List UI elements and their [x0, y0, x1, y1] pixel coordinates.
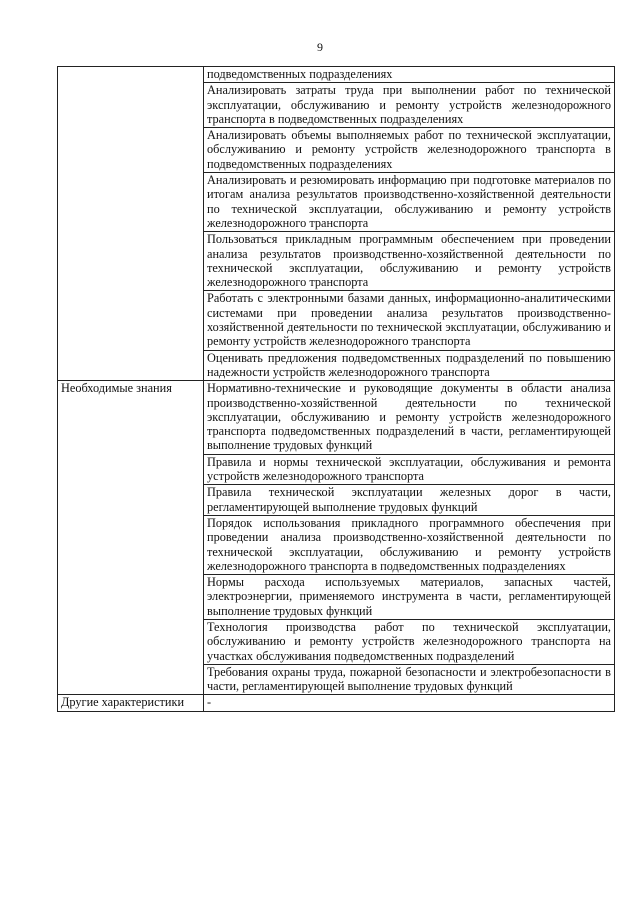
competency-table — [57, 66, 615, 712]
other-characteristics-value: - — [204, 695, 615, 711]
knowledge-item: Требования охраны труда, пожарной безопасности и электробезопасности в части, регламентирующей выполнение трудовых функций — [204, 664, 615, 695]
page-number: 9 — [317, 40, 323, 54]
table-row — [58, 67, 615, 83]
knowledge-item: Технология производства работ по технической эксплуатации, обслуживанию и ремонту устройств железнодорожного транспорта на участках обслуживания подведомственных подразделений — [204, 619, 615, 664]
skill-item: Работать с электронными базами данных, информационно-аналитическими системами при проведении анализа результатов производственно-хозяйственной деятельности по технической эксплуатации, обслуживанию и ремонту устройств железнодорожного транспорта — [204, 291, 615, 350]
knowledge-item: Правила технической эксплуатации железных дорог в части, регламентирующей выполнение трудовых функций — [204, 485, 615, 516]
knowledge-item: Порядок использования прикладного программного обеспечения при проведении анализа производственно-хозяйственной деятельности по технической эксплуатации, обслуживанию и ремонту устройств железнодорожного транспорта в подведомственных подразделениях — [204, 515, 615, 574]
knowledge-item: Нормы расхода используемых материалов, запасных частей, электроэнергии, применяемого инструмента в части, регламентирующей выполнение трудовых функций — [204, 575, 615, 620]
skill-item: Пользоваться прикладным программным обеспечением при проведении анализа результатов производственно-хозяйственной деятельности по технической эксплуатации, обслуживанию и ремонту устройств железнодорожного транспорта — [204, 232, 615, 291]
skills-label-cell — [58, 67, 204, 381]
skill-item: подведомственных подразделениях — [204, 67, 615, 83]
knowledge-item: Правила и нормы технической эксплуатации, обслуживания и ремонта устройств железнодорожного транспорта — [204, 454, 615, 485]
other-characteristics-label: Другие характеристики — [58, 695, 204, 711]
table-row — [58, 695, 615, 711]
skill-item: Оценивать предложения подведомственных подразделений по повышению надежности устройств железнодорожного транспорта — [204, 350, 615, 381]
skill-item: Анализировать объемы выполняемых работ по технической эксплуатации, обслуживанию и ремонту устройств железнодорожного транспорта в подведомственных подразделениях — [204, 128, 615, 173]
knowledge-label: Необходимые знания — [58, 381, 204, 695]
skill-item: Анализировать и резюмировать информацию при подготовке материалов по итогам анализа результатов производственно-хозяйственной деятельности по технической эксплуатации, обслуживанию и ремонту устройств железнодорожного транспорта — [204, 173, 615, 232]
skill-item: Анализировать затраты труда при выполнении работ по технической эксплуатации, обслуживанию и ремонту устройств железнодорожного транспорта в подведомственных подразделениях — [204, 83, 615, 128]
knowledge-item: Нормативно-технические и руководящие документы в области анализа производственно-хозяйственной деятельности по технической эксплуатации, обслуживанию и ремонту устройств железнодорожного транспорта подведомственных подразделений в части, регламентирующей выполнение трудовых функций — [204, 381, 615, 454]
table-row — [58, 381, 615, 454]
